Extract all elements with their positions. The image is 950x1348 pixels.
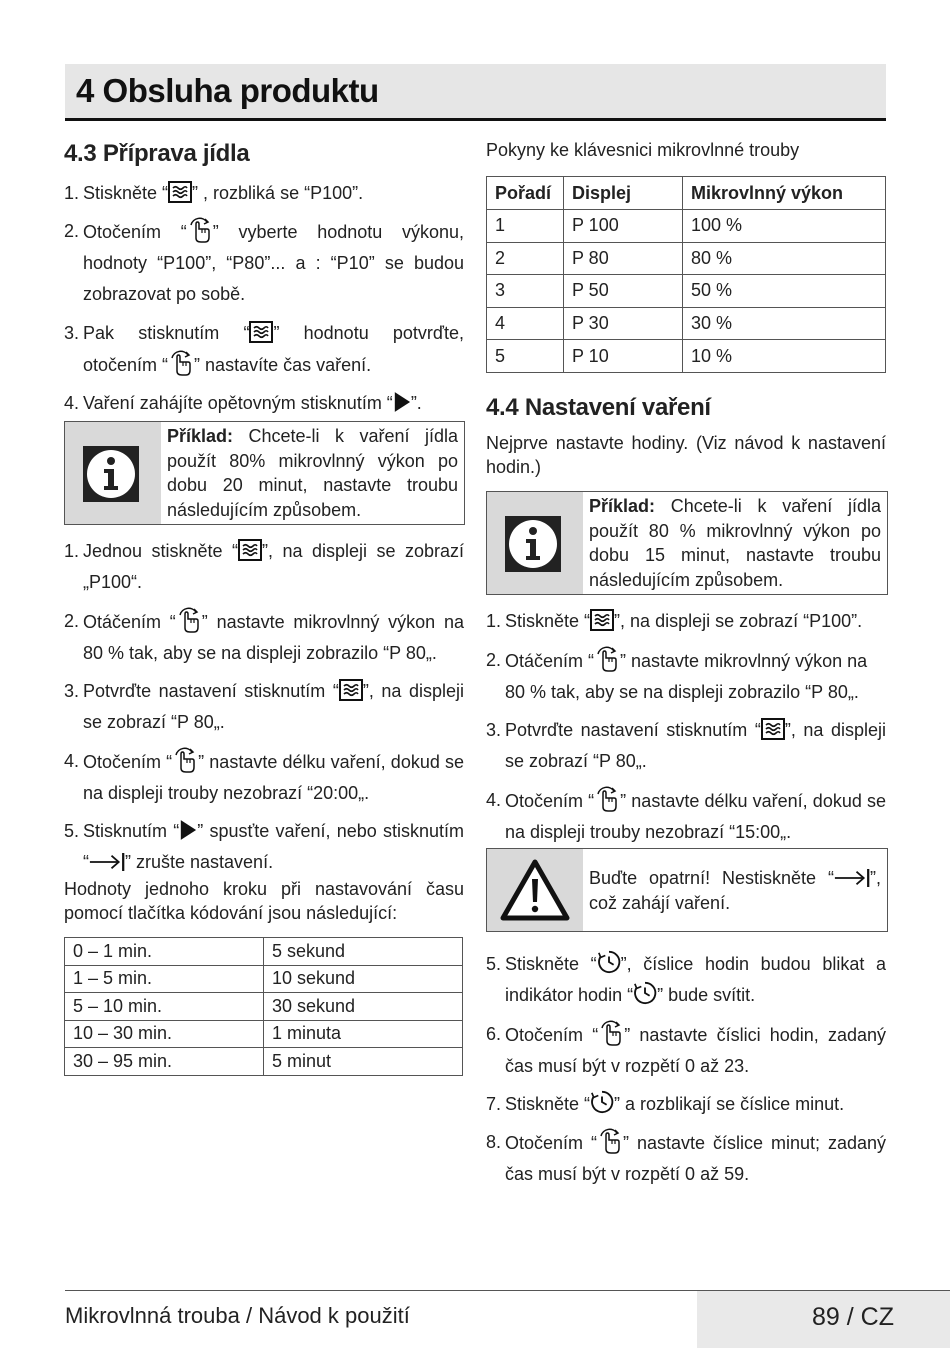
clock-icon: [633, 981, 657, 1005]
knob-hand-icon: [176, 606, 202, 634]
table-cell: 10 %: [683, 340, 886, 373]
table-cell: 30 %: [683, 307, 886, 340]
example-text: Příklad: Chcete-li k vaření jídla použít 80% mikrovlnný výkon po dobu 20 minut, nastavte troubu následujícím způsobem.: [167, 426, 458, 520]
knob-hand-icon: [594, 645, 620, 673]
example-note-box: [486, 491, 888, 595]
table-cell: 30 sekund: [264, 993, 463, 1021]
knob-hand-icon: [597, 1127, 623, 1155]
table-cell: 3: [487, 275, 564, 308]
table-cell: 4: [487, 307, 564, 340]
microwave-icon: [168, 181, 192, 203]
cancel-arrow-icon: [89, 852, 125, 872]
table-cell: 1 – 5 min.: [65, 965, 264, 993]
table-row: [65, 1020, 463, 1048]
step-note: Hodnoty jednoho kroku při nastavování času pomocí tlačítka kódování jsou následující:: [64, 879, 464, 923]
table-cell: 5 sekund: [264, 938, 463, 966]
table-cell: P 10: [564, 340, 683, 373]
table-row: [487, 242, 886, 275]
table-header-cell: Mikrovlnný výkon: [683, 177, 886, 210]
warning-box: [486, 848, 888, 932]
table-row: [65, 1048, 463, 1076]
footer-title: Mikrovlnná trouba / Návod k použití: [65, 1303, 410, 1328]
start-arrow-icon: [179, 819, 197, 841]
info-icon: [83, 446, 139, 502]
table-row: [65, 938, 463, 966]
example-text: Příklad: Chcete-li k vaření jídla použít 80 % mikrovlnný výkon po dobu 15 minut, nastavte troubu následujícím způsobem.: [589, 496, 881, 590]
knob-hand-icon: [187, 216, 213, 244]
info-icon: [505, 516, 561, 572]
warning-icon: [500, 859, 570, 921]
microwave-icon: [339, 679, 363, 701]
table-cell: P 30: [564, 307, 683, 340]
table-cell: 100 %: [683, 210, 886, 243]
table-cell: P 50: [564, 275, 683, 308]
table-header-cell: Pořadí: [487, 177, 564, 210]
table-row: [487, 340, 886, 373]
microwave-icon: [238, 539, 262, 561]
table-row: [65, 993, 463, 1021]
table-row: [487, 275, 886, 308]
table-cell: 10 – 30 min.: [65, 1020, 264, 1048]
table-cell: 1 minuta: [264, 1020, 463, 1048]
clock-icon: [590, 1090, 614, 1114]
table-header-cell: Displej: [564, 177, 683, 210]
microwave-icon: [761, 718, 785, 740]
section-title-4-4: 4.4 Nastavení vaření: [486, 394, 711, 421]
table-row: [487, 307, 886, 340]
table-cell: 10 sekund: [264, 965, 463, 993]
intro-text: Nejprve nastavte hodiny. (Viz návod k nastavení hodin.): [486, 433, 886, 477]
table-cell: 0 – 1 min.: [65, 938, 264, 966]
chapter-title: 4 Obsluha produktu: [76, 72, 379, 109]
table-row: [487, 210, 886, 243]
knob-hand-icon: [172, 746, 198, 774]
knob-hand-icon: [598, 1019, 624, 1047]
table-cell: P 100: [564, 210, 683, 243]
table-cell: 5 minut: [264, 1048, 463, 1076]
table-cell: 50 %: [683, 275, 886, 308]
time-step-table: [64, 937, 463, 1076]
microwave-icon: [249, 321, 273, 343]
microwave-icon: [590, 609, 614, 631]
table-cell: P 80: [564, 242, 683, 275]
example-note-box: [64, 421, 465, 525]
table-cell: 2: [487, 242, 564, 275]
power-table: [486, 176, 886, 373]
warning-text: Buďte opatrní! Nestiskněte “ ”, což zahájí vaření.: [589, 868, 881, 913]
table-cell: 80 %: [683, 242, 886, 275]
table-cell: 5: [487, 340, 564, 373]
cancel-arrow-icon: [834, 868, 870, 888]
table-row: [65, 965, 463, 993]
page-number: 89 / CZ: [812, 1303, 894, 1331]
clock-icon: [597, 950, 621, 974]
knob-hand-icon: [168, 349, 194, 377]
table-caption: Pokyny ke klávesnici mikrovlnné trouby: [486, 140, 800, 160]
table-cell: 30 – 95 min.: [65, 1048, 264, 1076]
knob-hand-icon: [594, 785, 620, 813]
start-arrow-icon: [393, 391, 411, 413]
table-cell: 1: [487, 210, 564, 243]
section-title-4-3: 4.3 Příprava jídla: [64, 140, 250, 167]
table-cell: 5 – 10 min.: [65, 993, 264, 1021]
